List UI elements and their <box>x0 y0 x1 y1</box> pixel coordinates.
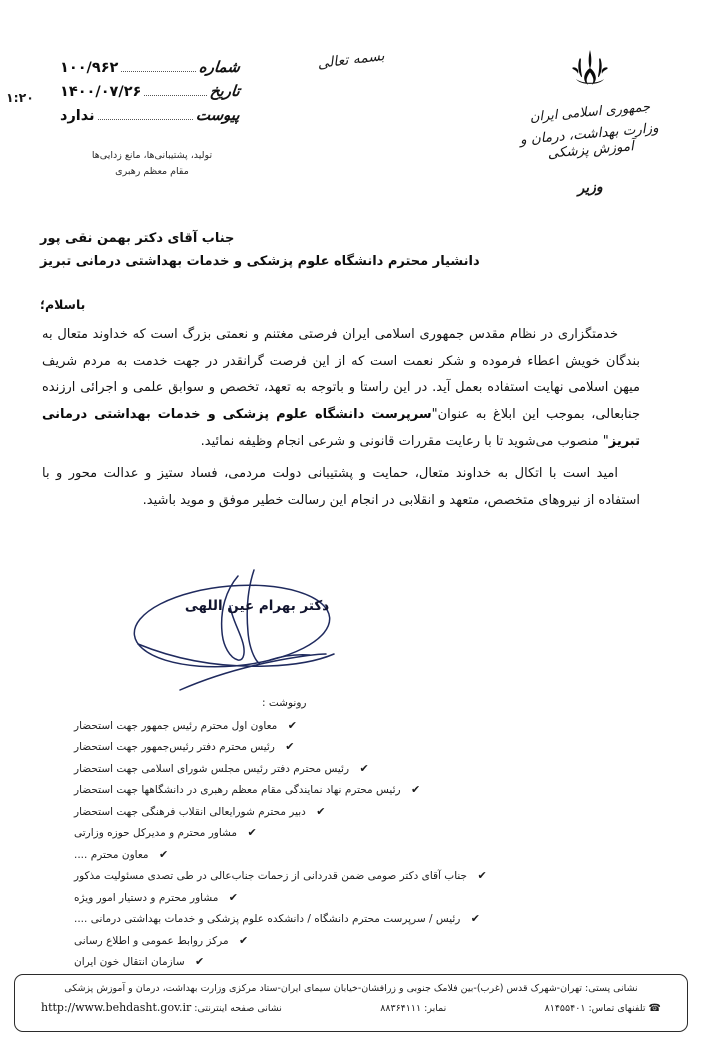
reference-label-date: تاریخ <box>209 82 241 100</box>
list-item <box>0 779 702 800</box>
check-icon: ✔ <box>158 847 169 861</box>
list-item <box>0 758 702 779</box>
carbon-copy-item-label: معاون محترم .... <box>74 848 149 861</box>
carbon-copy-item-label: رئیس / سرپرست محترم دانشگاه / دانشکده علوم پزشکی و خدمات بهداشتی درمانی .... <box>74 913 461 926</box>
signature-name: دکتر بهرام عین اللهی <box>184 598 330 614</box>
footer-fax-value: ۸۸۳۶۴۱۱۱ <box>380 1003 422 1014</box>
footer-address: نشانی پستی: تهران-شهرک قدس (غرب)-بین فلامک جنوبی و زرافشان-خیابان سیمای ایران-ستاد مرکزی وزارت بهداشت، درمان و آموزش پزشکی <box>64 983 638 994</box>
body-paragraph-1 <box>42 322 640 455</box>
footer-phone-label: تلفنهای تماس: <box>588 1003 646 1014</box>
carbon-copy-title: رونوشت : <box>262 697 307 709</box>
letterhead-emblem-block <box>500 46 680 196</box>
emblem-ministry-name: وزارت بهداشت، درمان و آموزش پزشکی <box>519 120 660 162</box>
carbon-copy-item-label: رئیس محترم دفتر رئیس مجلس شورای اسلامی جهت استحضار <box>74 762 350 775</box>
check-icon: ✔ <box>359 761 369 775</box>
footer-phone-value: ۸۱۴۵۵۴۰۱ <box>544 1003 586 1014</box>
carbon-copy-item-label: مشاور محترم و مدیرکل حوزه وزارتی <box>74 827 238 840</box>
footer-fax-label: نمابر: <box>424 1003 447 1014</box>
reference-label-number: شماره <box>198 58 241 76</box>
carbon-copy-item-label: دبیر محترم شورایعالی انقلاب فرهنگی جهت استحضار <box>74 805 306 818</box>
list-item <box>0 801 702 822</box>
carbon-copy-item-label: رئیس محترم نهاد نمایندگی مقام معظم رهبری در دانشگاهها جهت استحضار <box>74 784 401 797</box>
list-item <box>0 887 702 908</box>
list-item <box>0 930 702 951</box>
carbon-copy-item-label: معاون اول محترم رئیس جمهور جهت استحضار <box>74 720 278 732</box>
carbon-copy-block <box>0 697 702 973</box>
salutation: باسلام؛ <box>40 297 86 312</box>
reference-dots <box>144 95 207 96</box>
carbon-copy-item-label: مشاور محترم و دستیار امور ویژه <box>74 891 219 904</box>
list-item <box>0 822 702 843</box>
footer-web-label: نشانی صفحه اینترنتی: <box>194 1003 282 1014</box>
check-icon: ✔ <box>470 912 480 926</box>
signature-block <box>120 548 390 698</box>
signature-stroke-icon <box>120 548 390 698</box>
year-slogan-line-1: تولید، پشتیبانی‌ها، مانع زدایی‌ها <box>91 150 213 161</box>
check-icon: ✔ <box>285 740 295 754</box>
footer-box <box>14 974 688 1032</box>
check-icon: ✔ <box>247 826 257 840</box>
footer-phone <box>545 1003 661 1014</box>
list-item <box>0 736 702 757</box>
check-icon: ✔ <box>477 869 487 883</box>
body-paragraph-1-part-2: " منصوب می‌شوید تا با رعایت مقررات قانونی و شرعی انجام وظیفه نمائید. <box>200 433 609 449</box>
addressee-title: دانشیار محترم دانشگاه علوم پزشکی و خدمات بهداشتی درمانی تبریز <box>40 253 480 269</box>
check-icon: ✔ <box>195 955 205 969</box>
reference-value-attachment: ندارد <box>60 108 95 124</box>
year-slogan-line-2: مقام معظم رهبری <box>115 165 189 177</box>
reference-value-number: ۱۰۰/۹۶۲ <box>60 60 119 76</box>
appointment-title: سرپرست دانشگاه علوم پزشکی و خدمات بهداشتی درمانی تبریز <box>42 406 640 449</box>
footer-contact-row <box>31 1001 671 1014</box>
check-icon: ✔ <box>410 783 421 797</box>
footer-web-url[interactable]: http://www.behdasht.gov.ir <box>41 1001 192 1014</box>
emblem-country-name: جمهوری اسلامی ایران <box>529 99 651 126</box>
footer-fax <box>380 1003 446 1014</box>
check-icon: ✔ <box>316 804 326 818</box>
reference-label-attachment: پیوست <box>195 106 241 124</box>
addressee-name: جناب آقای دکتر بهمن نقی پور <box>40 231 235 246</box>
carbon-copy-item-label: سازمان انتقال خون ایران <box>74 956 185 969</box>
body-paragraph-1-part-1: خدمتگزاری در نظام مقدس جمهوری اسلامی ایران فرصتی مغتنم و نعمتی بزرگ است که خداوند متعال به بندگان خویش اعطاء فرموده و شکر نعمت است که از این فرصت گرانقدر در جهت خدمت به مردم شریف میهن اسلامی نهایت استفاده بعمل آید. در این راستا و باتوجه به تعهد، تخصص و سوابق علمی و اجرائی ارزنده جنابعالی، بموجب این ابلاغ به عنوان" <box>42 327 640 422</box>
list-item <box>0 715 702 736</box>
reference-row-attachment <box>60 106 240 130</box>
emblem-role-title: وزیر <box>576 179 604 197</box>
footer-website <box>41 1001 282 1014</box>
body-paragraph-2: امید است با اتکال به خداوند متعال، حمایت و پشتیبانی دولت مردمی، فساد ستیز و عدالت محور و با استفاده از نیروهای متخصص، متعهد و انقلابی در انجام این رسالت خطیر موفق و موید باشید. <box>42 466 640 508</box>
reference-dots <box>98 119 194 120</box>
basmala-invocation: بسمه تعالی <box>316 47 386 73</box>
iran-emblem-icon <box>500 46 680 101</box>
check-icon: ✔ <box>228 890 238 904</box>
check-icon: ✔ <box>239 933 249 947</box>
list-item <box>0 865 702 886</box>
carbon-copy-list <box>0 715 702 973</box>
list-item <box>0 844 702 865</box>
telephone-icon: ☎ <box>648 1003 661 1014</box>
carbon-copy-item-label: مرکز روابط عمومی و اطلاع رسانی <box>74 934 229 947</box>
letter-body <box>42 322 640 520</box>
reference-value-date: ۱۴۰۰/۰۷/۲۶ <box>60 84 142 100</box>
check-icon: ✔ <box>287 719 297 732</box>
addressee-block <box>40 228 662 274</box>
list-item <box>0 951 702 972</box>
carbon-copy-item-label: رئیس محترم دفتر رئیس‌جمهور جهت استحضار <box>74 741 275 754</box>
year-slogan <box>54 148 250 179</box>
list-item <box>0 908 702 929</box>
carbon-copy-item-label: جناب آقای دکتر صومی ضمن قدردانی از زحمات جناب‌عالی در طی تصدی مسئولیت مذکور <box>74 870 468 883</box>
margin-time-stamp: ۱:۲۰ <box>6 90 34 105</box>
